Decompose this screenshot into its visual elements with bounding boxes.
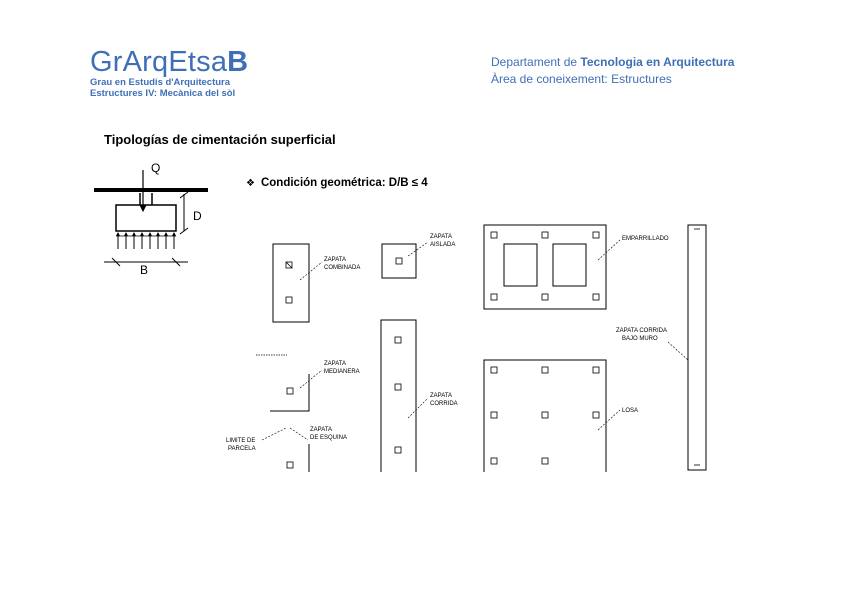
label-zapata-medianera-2: MEDIANERA [324, 369, 360, 375]
zapata-corrida-muro-drawing [668, 225, 706, 470]
page-title: Tipologías de cimentación superficial [104, 132, 336, 147]
foundation-section-diagram [94, 170, 208, 266]
load-q-label: Q [151, 161, 161, 175]
label-zapata-combinada-1: ZAPATA [324, 257, 347, 263]
zapata-combinada-drawing [273, 244, 322, 322]
emparrillado-drawing [484, 225, 620, 309]
department-line-2: Àrea de coneixement: Estructures [491, 72, 672, 86]
label-limite-parcela-1: LIMITE DE [226, 438, 256, 444]
condition-text: Condición geométrica: D/B ≤ 4 [260, 177, 428, 189]
label-zapata-aislada-2: AISLADA [430, 242, 456, 248]
width-b-label: B [140, 263, 149, 277]
bullet-icon: ❖ [246, 178, 255, 189]
zapata-esquina-drawing [262, 428, 309, 472]
label-zapata-esquina-2: DE ESQUINA [310, 435, 348, 441]
label-zapata-medianera-1: ZAPATA [324, 361, 347, 367]
zapata-aislada-drawing [382, 242, 428, 278]
label-zapata-aislada-1: ZAPATA [430, 234, 453, 240]
label-zapata-corrida-2: CORRIDA [430, 401, 458, 407]
label-zapata-combinada-2: COMBINADA [324, 265, 361, 271]
losa-drawing [484, 360, 620, 472]
label-zapata-corrida-muro-1: ZAPATA CORRIDA [616, 328, 668, 334]
logo-wordmark: GrArqEtsaB [90, 46, 249, 78]
label-zapata-corrida-muro-2: BAJO MURO [622, 336, 658, 342]
label-zapata-esquina-1: ZAPATA [310, 427, 333, 433]
zapata-corrida-drawing [381, 320, 428, 472]
label-zapata-corrida-1: ZAPATA [430, 393, 453, 399]
label-limite-parcela-2: PARCELA [228, 446, 256, 452]
department-line-1: Departament de Tecnologia en Arquitectura [491, 55, 735, 69]
logo-line-2: Estructures IV: Mecànica del sòl [90, 88, 236, 99]
zapata-medianera-drawing [256, 355, 322, 411]
label-emparrillado: EMPARRILLADO [622, 236, 669, 242]
logo-line-1: Grau en Estudis d'Arquitectura [90, 77, 231, 88]
depth-d-label: D [193, 209, 202, 223]
label-losa: LOSA [622, 408, 639, 414]
